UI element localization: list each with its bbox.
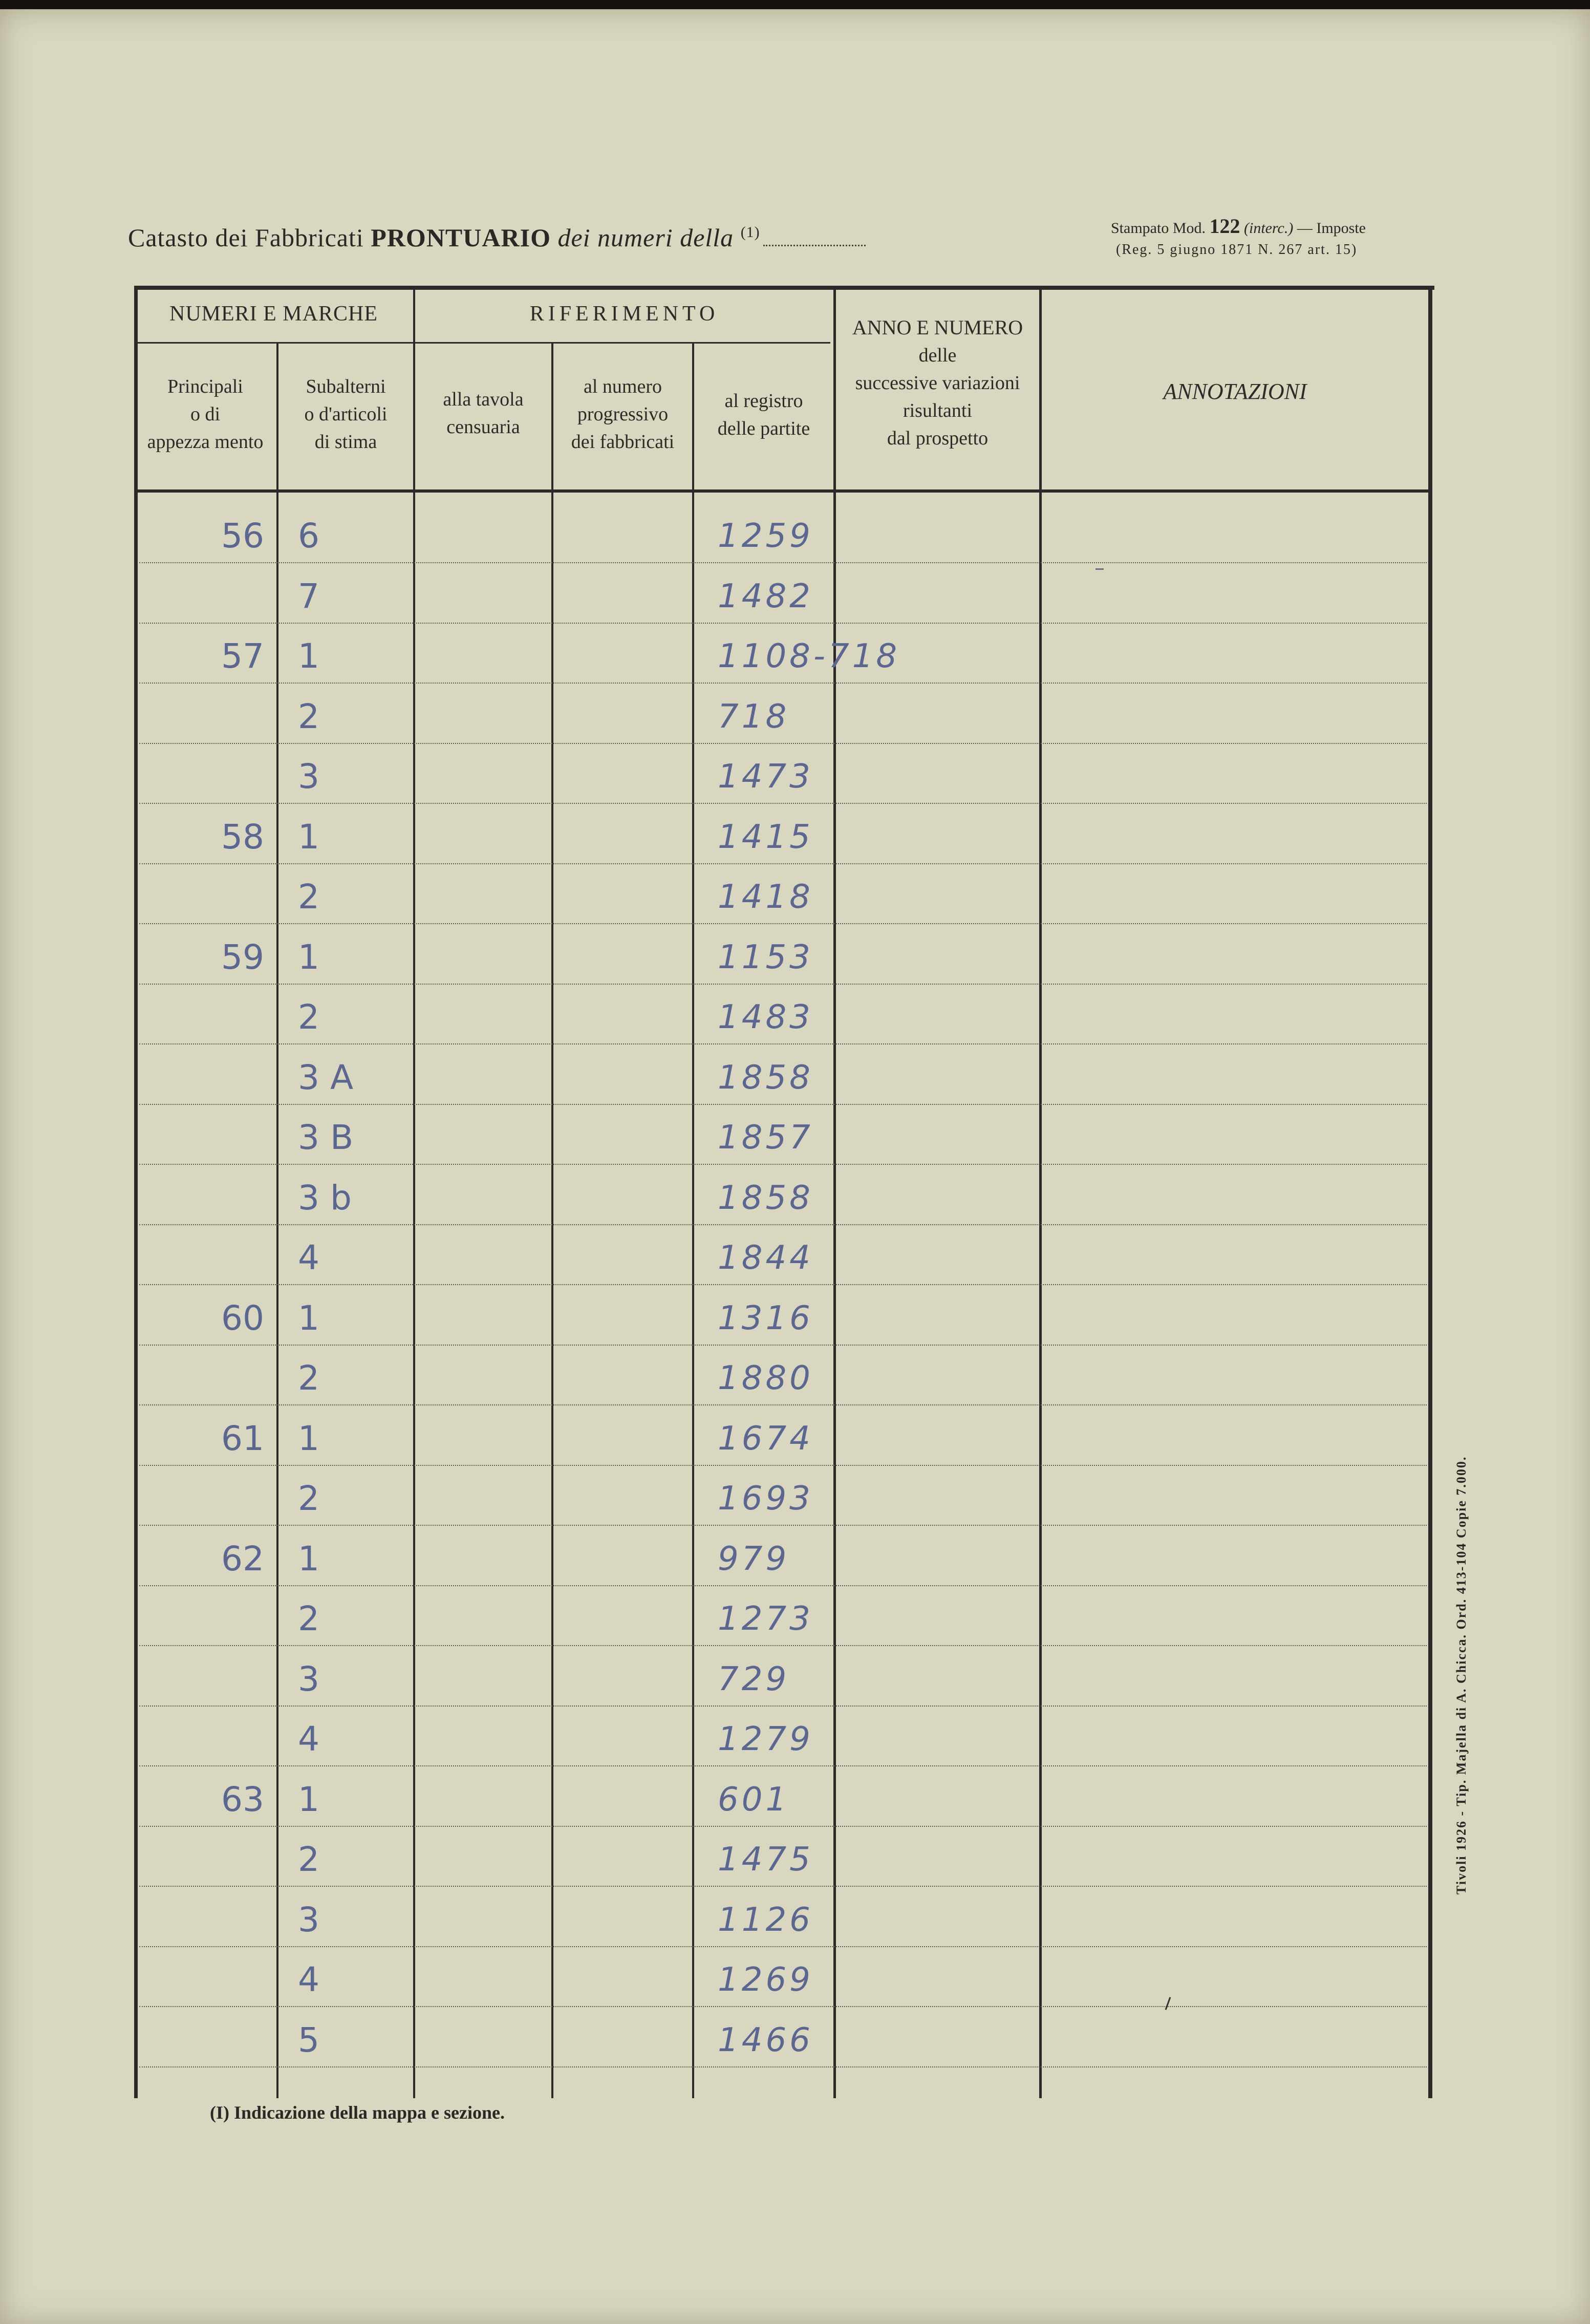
header-principali-line2: o di xyxy=(190,403,221,425)
cell-principale: 56 xyxy=(221,516,264,556)
cell-principale: 59 xyxy=(221,937,264,977)
print-stamp xyxy=(1111,214,1366,238)
row-rule xyxy=(139,984,1427,985)
cell-principale: 57 xyxy=(221,636,264,676)
header-subalterni-line1: Subalterni xyxy=(306,376,386,397)
stamp-suffix: — Imposte xyxy=(1297,220,1366,237)
cell-registro: 729 xyxy=(718,1660,790,1698)
cell-registro: 1259 xyxy=(718,517,813,555)
header-subalterni xyxy=(278,373,413,456)
row-rule xyxy=(139,923,1427,924)
row-rule xyxy=(139,1645,1427,1646)
header-tavola-line2: censuaria xyxy=(446,416,520,438)
row-rule xyxy=(139,1404,1427,1405)
cell-subalterno: 3 B xyxy=(298,1118,354,1157)
row-rule xyxy=(139,1585,1427,1586)
row-rule xyxy=(139,562,1427,563)
row-rule xyxy=(139,1826,1427,1827)
header-subalterni-line2: o d'articoli xyxy=(304,403,388,425)
header-principali-line1: Principali xyxy=(167,376,243,397)
cell-principale: 63 xyxy=(221,1779,264,1819)
cell-subalterno: 2 xyxy=(298,1358,319,1398)
header-annotazioni: ANNOTAZIONI xyxy=(1163,379,1307,404)
cell-principale: 58 xyxy=(221,817,264,857)
row-rule xyxy=(139,2006,1427,2007)
cell-subalterno: 1 xyxy=(298,1539,319,1579)
cell-subalterno: 1 xyxy=(298,1779,319,1819)
cell-registro: 1153 xyxy=(718,938,813,976)
header-tavola-line1: alla tavola xyxy=(443,389,524,410)
cell-registro: 1674 xyxy=(718,1419,813,1458)
cell-subalterno: 2 xyxy=(298,696,319,736)
cell-registro: 718 xyxy=(718,697,790,736)
title-prefix: Catasto dei Fabbricati xyxy=(128,223,364,252)
cell-subalterno: 2 xyxy=(298,997,319,1037)
header-registro-line1: al registro xyxy=(724,390,803,412)
header-anno xyxy=(836,314,1039,452)
cell-subalterno: 5 xyxy=(298,2020,319,2060)
cell-registro: 1269 xyxy=(718,1961,813,1999)
row-rule xyxy=(139,1705,1427,1707)
group-divider xyxy=(134,342,830,344)
cell-registro: 979 xyxy=(718,1540,790,1578)
ink-mark xyxy=(1095,568,1104,570)
header-principali xyxy=(134,373,276,456)
header-anno-line4: risultanti xyxy=(903,400,973,421)
printer-imprint: Tivoli 1926 - Tip. Majella di A. Chicca. Ord. 413-104 Copie 7.000. xyxy=(1454,1456,1469,1894)
cell-registro: 1482 xyxy=(718,577,813,615)
cell-registro: 601 xyxy=(718,1780,790,1819)
row-rule xyxy=(139,683,1427,684)
cell-registro: 1475 xyxy=(718,1841,813,1879)
cell-subalterno: 3 xyxy=(298,1900,319,1939)
footnote: (I) Indicazione della mappa e sezione. xyxy=(210,2102,505,2123)
cell-subalterno: 1 xyxy=(298,636,319,676)
cell-registro: 1108-718 xyxy=(718,637,900,675)
row-rule xyxy=(139,1465,1427,1466)
row-rule xyxy=(139,863,1427,864)
row-rule xyxy=(139,1224,1427,1225)
cell-subalterno: 2 xyxy=(298,1479,319,1518)
row-rule xyxy=(139,1104,1427,1105)
cell-registro: 1466 xyxy=(718,2021,813,2059)
cell-registro: 1858 xyxy=(718,1179,813,1217)
title-italic: dei numeri della xyxy=(557,223,734,252)
header-anno-line5: dal prospetto xyxy=(887,428,989,449)
cell-registro: 1415 xyxy=(718,818,813,856)
cell-subalterno: 4 xyxy=(298,1719,319,1759)
row-rule xyxy=(139,803,1427,804)
title-note: (1) xyxy=(740,224,760,241)
header-anno-line1: ANNO E NUMERO xyxy=(852,316,1023,339)
cell-subalterno: 2 xyxy=(298,1599,319,1638)
header-riferimento: RIFERIMENTO xyxy=(529,302,719,326)
page-title xyxy=(128,223,866,252)
header-progressivo-line1: al numero xyxy=(583,376,662,397)
register-table xyxy=(134,286,1434,2098)
row-rule xyxy=(139,1284,1427,1285)
row-rule xyxy=(139,1043,1427,1044)
cell-registro: 1273 xyxy=(718,1600,813,1638)
cell-registro: 1858 xyxy=(718,1058,813,1097)
cell-subalterno: 3 xyxy=(298,1659,319,1699)
row-rule xyxy=(139,1164,1427,1165)
cell-subalterno: 3 b xyxy=(298,1178,352,1218)
header-anno-line2: delle xyxy=(918,345,957,366)
cell-principale: 62 xyxy=(221,1539,264,1579)
cell-subalterno: 3 A xyxy=(298,1057,354,1097)
table-left-border xyxy=(134,286,138,2098)
cell-registro: 1316 xyxy=(718,1299,813,1337)
header-progressivo-line3: dei fabbricati xyxy=(571,431,675,453)
cell-subalterno: 3 xyxy=(298,757,319,796)
row-rule xyxy=(139,1765,1427,1766)
header-principali-line3: appezza mento xyxy=(147,431,264,453)
cell-registro: 1844 xyxy=(718,1239,813,1277)
header-registro xyxy=(694,387,833,442)
header-registro-line2: delle partite xyxy=(717,418,810,439)
cell-subalterno: 1 xyxy=(298,937,319,977)
cell-principale: 61 xyxy=(221,1418,264,1458)
cell-registro: 1473 xyxy=(718,758,813,796)
cell-registro: 1857 xyxy=(718,1119,813,1157)
row-rule xyxy=(139,1946,1427,1947)
col-divider-4 xyxy=(692,342,694,2098)
header-anno-line3: successive variazioni xyxy=(855,372,1020,394)
cell-registro: 1483 xyxy=(718,998,813,1036)
table-top-border xyxy=(134,286,1434,290)
title-main: PRONTUARIO xyxy=(371,223,551,252)
cell-subalterno: 1 xyxy=(298,817,319,857)
header-progressivo-line2: progressivo xyxy=(577,403,669,425)
cell-subalterno: 7 xyxy=(298,576,319,616)
row-rule xyxy=(139,2066,1427,2067)
header-progressivo xyxy=(553,373,692,456)
title-fill-line xyxy=(763,245,866,246)
stamp-italic: (interc.) xyxy=(1244,220,1294,237)
stamp-regulation: (Reg. 5 giugno 1871 N. 267 art. 15) xyxy=(1116,242,1358,258)
cell-principale: 60 xyxy=(221,1298,264,1338)
cell-registro: 1880 xyxy=(718,1359,813,1397)
stamp-number: 122 xyxy=(1209,215,1240,238)
stamp-prefix: Stampato Mod. xyxy=(1111,220,1206,237)
table-right-border xyxy=(1428,286,1432,2098)
cell-registro: 1126 xyxy=(718,1901,813,1939)
cell-subalterno: 2 xyxy=(298,877,319,916)
cell-subalterno: 4 xyxy=(298,1238,319,1277)
cell-subalterno: 1 xyxy=(298,1418,319,1458)
cell-registro: 1279 xyxy=(718,1720,813,1758)
cell-subalterno: 4 xyxy=(298,1960,319,1999)
cell-registro: 1418 xyxy=(718,878,813,916)
row-rule xyxy=(139,1525,1427,1526)
cell-registro: 1693 xyxy=(718,1480,813,1518)
row-rule xyxy=(139,743,1427,744)
col-divider-1 xyxy=(276,342,278,2098)
cell-subalterno: 1 xyxy=(298,1298,319,1338)
header-numeri-marche: NUMERI E MARCHE xyxy=(169,302,378,326)
row-rule xyxy=(139,1345,1427,1346)
row-rule xyxy=(139,1886,1427,1887)
col-divider-3 xyxy=(551,342,553,2098)
row-rule xyxy=(139,623,1427,624)
header-subalterni-line3: di stima xyxy=(314,431,377,453)
header-tavola xyxy=(415,386,551,441)
cell-subalterno: 6 xyxy=(298,516,319,556)
cell-subalterno: 2 xyxy=(298,1840,319,1879)
header-bottom-border xyxy=(134,489,1429,493)
